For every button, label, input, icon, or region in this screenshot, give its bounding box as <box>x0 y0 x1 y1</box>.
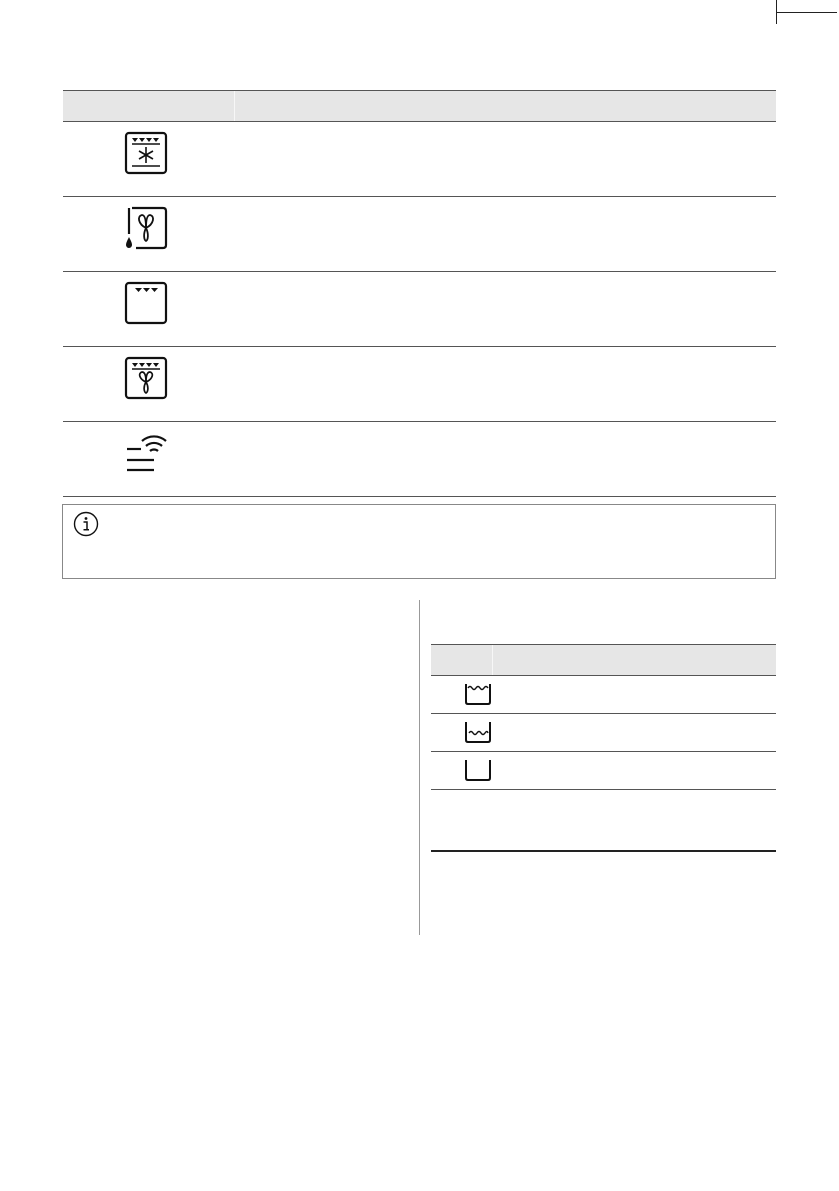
symbol-table <box>63 90 776 497</box>
table-footer-row <box>431 790 776 852</box>
table-row <box>63 422 776 497</box>
oven-steam-fan-icon <box>124 206 168 250</box>
table-header <box>431 644 776 676</box>
table-row <box>63 347 776 422</box>
oven-top-heat-fan-icon <box>124 356 168 400</box>
table-row <box>63 197 776 272</box>
table-row <box>63 272 776 347</box>
table-row <box>63 122 776 197</box>
table-row <box>431 752 776 790</box>
water-tank-half-icon <box>464 720 492 744</box>
table-row <box>431 714 776 752</box>
oven-defrost-icon <box>124 131 168 175</box>
oven-top-heat-icon <box>124 281 168 325</box>
page-corner-mark <box>776 0 777 24</box>
table-header <box>63 90 776 122</box>
wifi-menu-icon <box>124 431 168 475</box>
column-divider <box>419 600 420 935</box>
water-level-table <box>431 644 776 852</box>
water-tank-empty-icon <box>464 758 492 782</box>
table-row <box>431 676 776 714</box>
water-tank-full-icon <box>464 682 492 706</box>
info-note-box <box>62 504 776 579</box>
info-icon <box>73 511 99 537</box>
